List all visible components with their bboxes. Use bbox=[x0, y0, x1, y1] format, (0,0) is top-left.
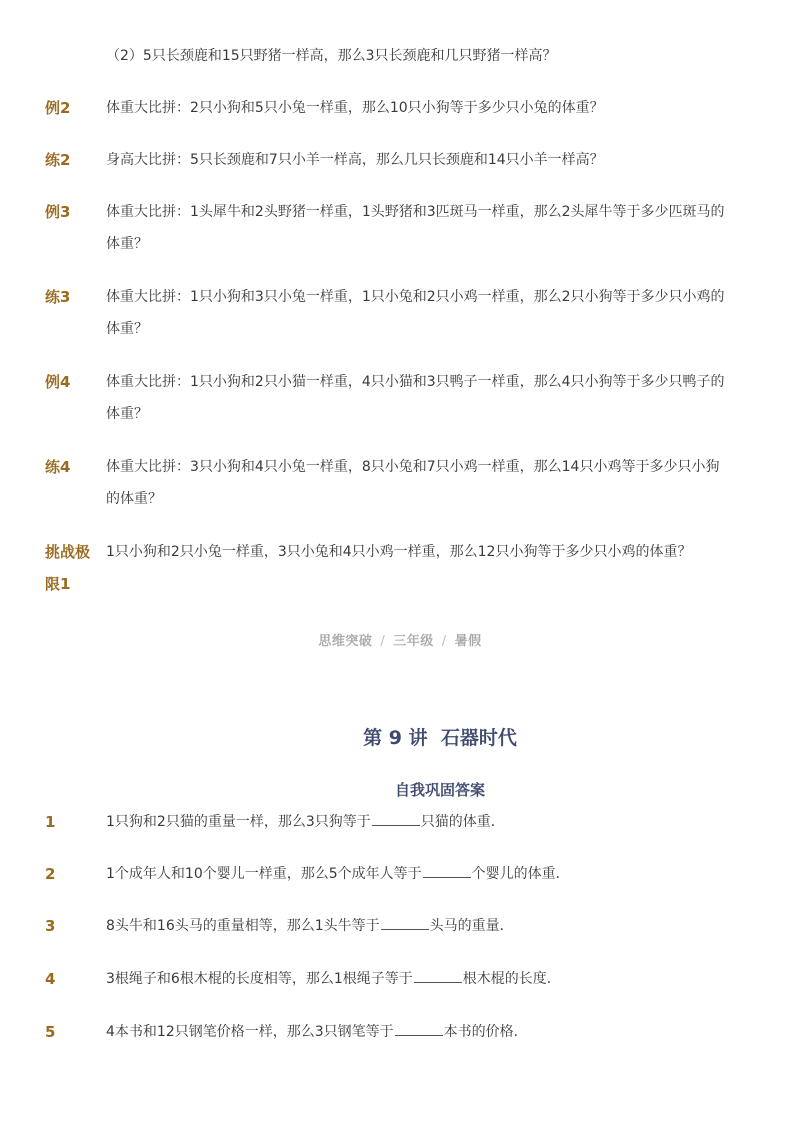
answer-blank[interactable] bbox=[423, 865, 471, 878]
problem-label: 练4 bbox=[45, 458, 71, 476]
problem-text: 体重大比拼：3只小狗和4只小兔一样重，8只小兔和7只小鸡一样重，那么14只小鸡等于多少只小狗的体重？ bbox=[106, 459, 720, 507]
problem-label: 练3 bbox=[45, 288, 71, 306]
answer-blank[interactable] bbox=[372, 813, 420, 826]
footer-separator: / bbox=[441, 634, 447, 649]
answer-text: 4本书和12只钢笔价格一样，那么3只钢笔等于 本书的价格． bbox=[106, 1024, 528, 1040]
answer-label: 3 bbox=[45, 917, 56, 935]
answer-text: 1个成年人和10个婴儿一样重，那么5个成年人等于 个婴儿的体重． bbox=[106, 866, 570, 882]
problem-label: 挑战极限1 bbox=[45, 543, 91, 593]
footer-term: 暑假 bbox=[454, 634, 482, 649]
problem-text: 体重大比拼：1只小狗和2只小猫一样重，4只小猫和3只鸭子一样重，那么4只小狗等于多少只鸭子的体重？ bbox=[106, 374, 725, 422]
problem-text: 体重大比拼：1只小狗和3只小兔一样重，1只小兔和2只小鸡一样重，那么2只小狗等于多少只小鸡的体重？ bbox=[106, 289, 725, 337]
answer-text: 1只狗和2只猫的重量一样，那么3只狗等于 只猫的体重． bbox=[106, 814, 505, 830]
problem-text: （2）5只长颈鹿和15只野猪一样高，那么3只长颈鹿和几只野猪一样高？ bbox=[106, 48, 557, 64]
problem-label: 例4 bbox=[45, 373, 71, 391]
footer-grade: 三年级 bbox=[393, 634, 434, 649]
page-footer bbox=[0, 630, 800, 649]
problem-text: 身高大比拼：5只长颈鹿和7只小羊一样高，那么几只长颈鹿和14只小羊一样高？ bbox=[106, 152, 604, 168]
lecture-title: 第 9 讲 石器时代 bbox=[363, 727, 517, 749]
answer-label: 4 bbox=[45, 970, 56, 988]
answer-blank[interactable] bbox=[414, 970, 462, 983]
answer-blank[interactable] bbox=[395, 1023, 443, 1036]
problem-text: 1只小狗和2只小兔一样重，3只小兔和4只小鸡一样重，那么12只小狗等于多少只小鸡的体重？ bbox=[106, 544, 692, 560]
answer-label: 2 bbox=[45, 865, 56, 883]
footer-separator: / bbox=[380, 634, 386, 649]
answer-text: 8头牛和16头马的重量相等，那么1头牛等于 头马的重量． bbox=[106, 918, 514, 934]
section-title: 自我巩固答案 bbox=[394, 781, 485, 799]
answer-label: 5 bbox=[45, 1023, 56, 1041]
problem-label: 例2 bbox=[45, 99, 71, 117]
problem-text: 体重大比拼：1头犀牛和2头野猪一样重，1头野猪和3匹斑马一样重，那么2头犀牛等于多少匹斑马的体重？ bbox=[106, 204, 725, 252]
footer-subject: 思维突破 bbox=[318, 634, 373, 649]
problem-label: 练2 bbox=[45, 151, 71, 169]
answer-text: 3根绳子和6根木棍的长度相等，那么1根绳子等于 根木棍的长度． bbox=[106, 971, 561, 987]
problem-label: 例3 bbox=[45, 203, 71, 221]
answer-label: 1 bbox=[45, 813, 56, 831]
answer-blank[interactable] bbox=[381, 917, 429, 930]
problem-text: 体重大比拼：2只小狗和5只小兔一样重，那么10只小狗等于多少只小兔的体重？ bbox=[106, 100, 604, 116]
